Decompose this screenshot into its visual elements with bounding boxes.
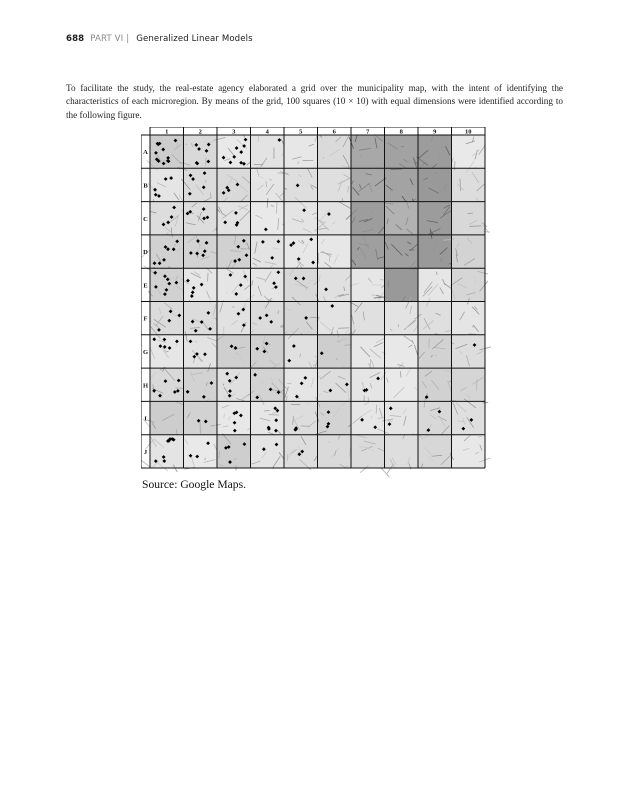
map-cell xyxy=(385,435,419,468)
map-cell xyxy=(452,302,486,335)
page-number: 688 xyxy=(66,34,85,44)
grid-figure xyxy=(141,127,491,477)
map-cell xyxy=(385,368,419,401)
map-cell xyxy=(284,335,318,368)
chapter-title: Generalized Linear Models xyxy=(136,34,253,44)
row-label: D xyxy=(143,249,148,257)
map-street xyxy=(141,459,150,467)
row-label: H xyxy=(142,382,149,390)
map-cell xyxy=(452,135,486,168)
map-cell xyxy=(318,268,352,301)
map-cell xyxy=(351,435,385,468)
map-street xyxy=(264,410,269,411)
map-cell xyxy=(284,168,318,201)
map-cell xyxy=(452,435,486,468)
map-cell xyxy=(452,268,486,301)
column-label: 10 xyxy=(465,128,472,136)
map-street xyxy=(310,317,320,318)
map-cell xyxy=(217,401,251,434)
part-number: VI xyxy=(114,34,124,44)
map-cell xyxy=(385,168,419,201)
row-label: C xyxy=(143,215,148,223)
part-label: PART xyxy=(90,34,112,44)
map-cell xyxy=(452,401,486,434)
map-cell xyxy=(385,302,419,335)
map-cell xyxy=(251,401,285,434)
map-cell xyxy=(217,335,251,368)
map-cell xyxy=(385,135,419,168)
map-cell xyxy=(284,135,318,168)
map-cell xyxy=(150,168,184,201)
row-label: G xyxy=(142,348,149,356)
map-cell xyxy=(318,302,352,335)
map-cell xyxy=(217,435,251,468)
column-label: 2 xyxy=(198,128,202,136)
map-cell xyxy=(351,235,385,268)
map-cell xyxy=(150,202,184,235)
map-cell xyxy=(318,435,352,468)
row-label: E xyxy=(143,282,148,290)
body-paragraph: To facilitate the study, the real-estate agency elaborated a grid over the municipality map, with the intent of identifying the characteristics of each microregion. By means of the grid, 100 squares (10 × 10) with equal dimensions were identified according to the following figure. xyxy=(66,83,563,120)
map-grid xyxy=(141,127,491,477)
map-cell xyxy=(284,302,318,335)
map-cell xyxy=(184,235,218,268)
figure-caption: Source: Google Maps. xyxy=(142,478,247,491)
map-cell xyxy=(418,135,452,168)
map-street xyxy=(175,244,176,245)
map-cell xyxy=(284,401,318,434)
map-cell xyxy=(318,401,352,434)
map-cell xyxy=(184,435,218,468)
map-cell xyxy=(150,135,184,168)
map-cell xyxy=(385,401,419,434)
map-cell xyxy=(385,335,419,368)
map-cell xyxy=(150,368,184,401)
column-label: 5 xyxy=(299,128,303,136)
header-separator: | xyxy=(126,34,130,44)
map-cell xyxy=(318,335,352,368)
map-cell xyxy=(184,168,218,201)
map-cell xyxy=(452,168,486,201)
map-street xyxy=(287,454,288,461)
map-cell xyxy=(351,302,385,335)
row-label: A xyxy=(143,149,148,157)
column-label: 3 xyxy=(232,128,236,136)
column-label: 8 xyxy=(399,128,403,136)
map-street xyxy=(458,421,465,422)
map-cell xyxy=(385,268,419,301)
map-cell xyxy=(217,235,251,268)
map-cell xyxy=(184,302,218,335)
row-label: B xyxy=(143,182,148,190)
map-cell xyxy=(150,302,184,335)
map-cell xyxy=(452,202,486,235)
map-cell xyxy=(284,202,318,235)
map-cell xyxy=(418,435,452,468)
map-cell xyxy=(351,202,385,235)
map-street xyxy=(323,157,324,158)
map-cell xyxy=(251,368,285,401)
map-street xyxy=(391,169,403,170)
map-cell xyxy=(418,302,452,335)
map-cell xyxy=(318,135,352,168)
row-label: J xyxy=(143,448,148,456)
row-label: F xyxy=(143,315,148,323)
row-label: I xyxy=(144,415,147,423)
map-cell xyxy=(284,368,318,401)
map-street xyxy=(381,468,391,477)
map-cell xyxy=(184,202,218,235)
map-cell xyxy=(385,235,419,268)
column-label: 9 xyxy=(433,128,437,136)
map-street xyxy=(469,226,481,227)
map-cell xyxy=(184,335,218,368)
map-cell xyxy=(418,168,452,201)
map-cell xyxy=(418,335,452,368)
running-head xyxy=(66,34,253,44)
column-label: 6 xyxy=(332,128,336,136)
map-cell xyxy=(184,135,218,168)
map-cell xyxy=(318,168,352,201)
column-label: 1 xyxy=(165,128,169,136)
column-label: 7 xyxy=(366,128,370,136)
map-cell xyxy=(351,335,385,368)
column-label: 4 xyxy=(265,128,269,136)
map-street xyxy=(347,466,348,467)
map-cell xyxy=(284,268,318,301)
map-cell xyxy=(251,302,285,335)
